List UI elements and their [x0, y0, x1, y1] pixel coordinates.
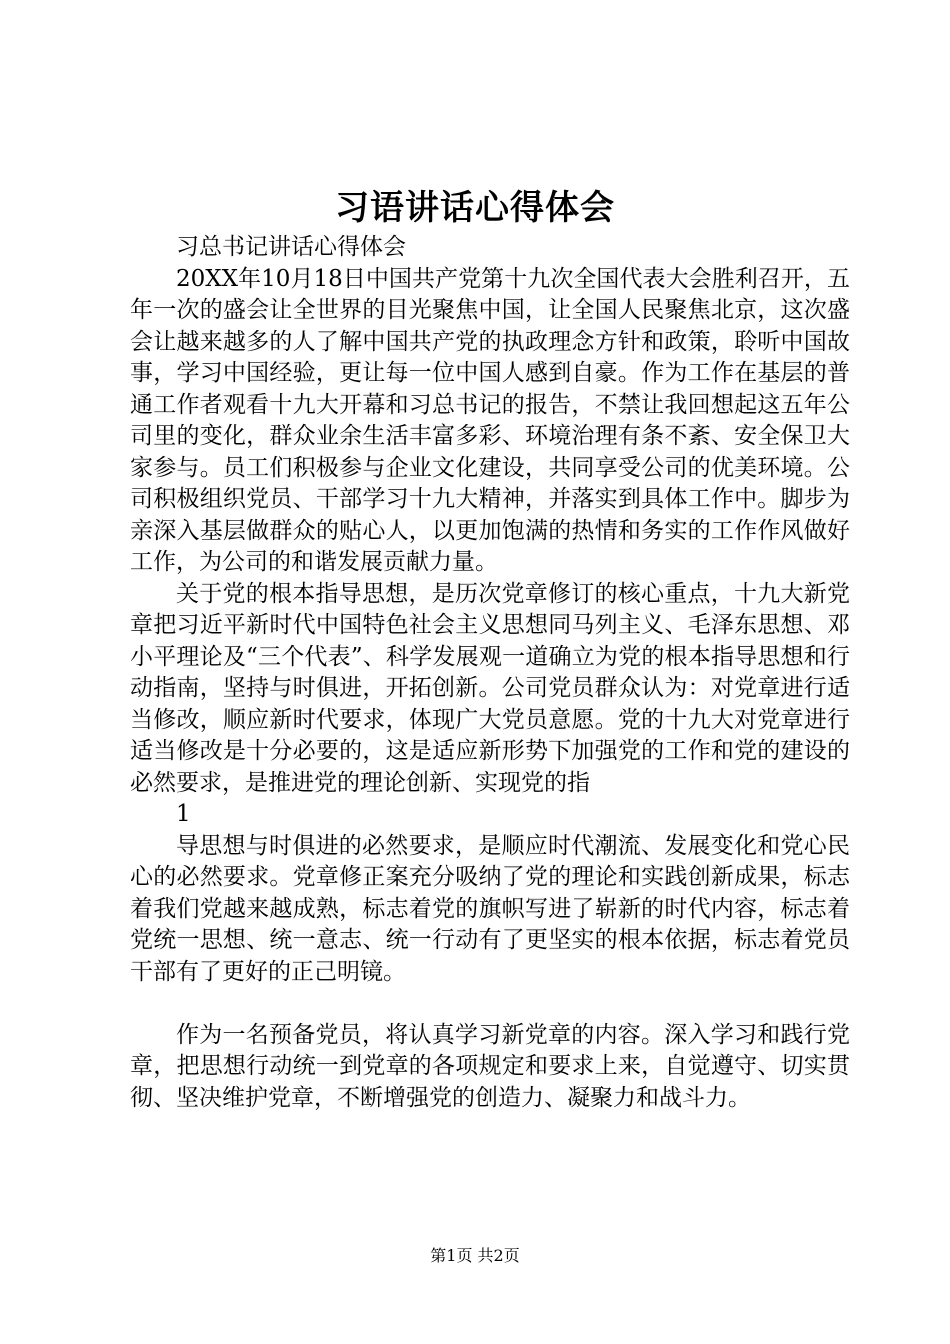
paragraph-2: 关于党的根本指导思想，是历次党章修订的核心重点，十九大新党章把习近平新时代中国特色社会主义思想同马列主义、毛泽东思想、邓小平理论及“三个代表”、科学发展观一道确立为党的根本指导思想和行动指南，坚持与时俱进，开拓创新。公司党员群众认为：对党章进行适当修改，顺应新时代要求，体现广大党员意愿。党的十九大对党章进行适当修改是十分必要的，这是适应新形势下加强党的工作和党的建设的必然要求，是推进党的理论创新、实现党的指	[130, 580, 850, 796]
subtitle-line: 习总书记讲话心得体会	[176, 234, 406, 260]
page-footer: 第1页 共2页	[430, 1246, 520, 1265]
document-body	[130, 232, 850, 1114]
inline-page-number: 1	[176, 801, 191, 827]
paragraph-4: 作为一名预备党员，将认真学习新党章的内容。深入学习和践行党章，把思想行动统一到党章的各项规定和要求上来，自觉遵守、切实贯彻、坚决维护党章，不断增强党的创造力、凝聚力和战斗力。	[130, 1021, 850, 1111]
paragraph-1: 20XX年10月18日中国共产党第十九次全国代表大会胜利召开，五年一次的盛会让全世界的目光聚焦中国，让全国人民聚焦北京，这次盛会让越来越多的人了解中国共产党的执政理念方针和政策，聆听中国故事，学习中国经验，更让每一位中国人感到自豪。作为工作在基层的普通工作者观看十九大开幕和习总书记的报告，不禁让我回想起这五年公司里的变化，群众业余生活丰富多彩、环境治理有条不紊、安全保卫大家参与。员工们积极参与企业文化建设，共同享受公司的优美环境。公司积极组织党员、干部学习十九大精神，并落实到具体工作中。脚步为亲深入基层做群众的贴心人，以更加饱满的热情和务实的工作作风做好工作，为公司的和谐发展贡献力量。	[130, 265, 850, 575]
paragraph-spacer	[130, 988, 850, 1020]
document-title: 习语讲话心得体会	[335, 188, 615, 228]
paragraph-3: 导思想与时俱进的必然要求，是顺应时代潮流、发展变化和党心民心的必然要求。党章修正案充分吸纳了党的理论和实践创新成果，标志着我们党越来越成熟，标志着党的旗帜写进了崭新的时代内容，标志着党统一思想、统一意志、统一行动有了更坚实的根本依据，标志着党员干部有了更好的正己明镜。	[130, 832, 850, 985]
